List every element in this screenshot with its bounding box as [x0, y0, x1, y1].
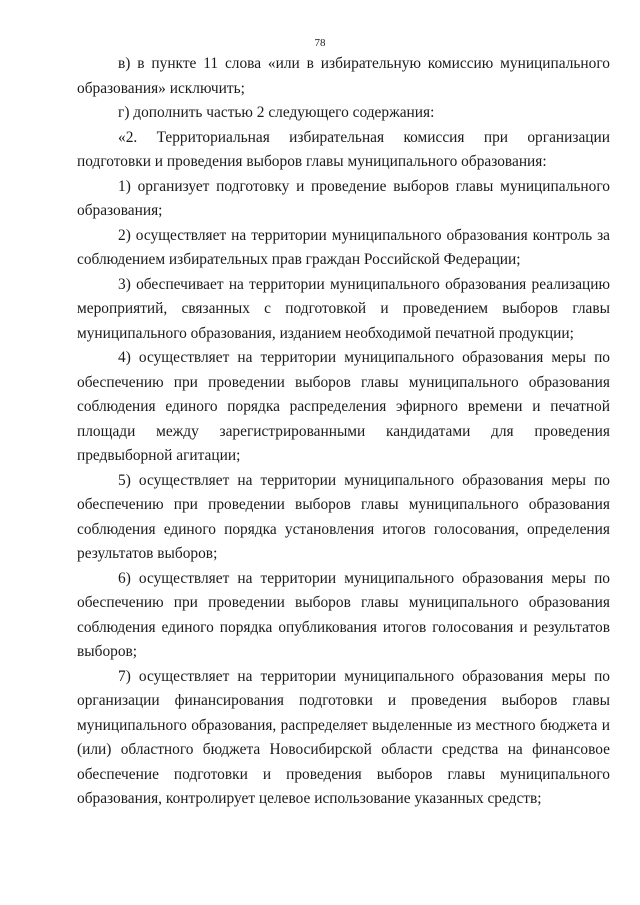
paragraph-part-2-intro: «2. Территориальная избирательная комиссия при организации подготовки и проведения выборов главы муниципального образования: [77, 128, 610, 170]
paragraph-item-6: 6) осуществляет на территории муниципального образования меры по обеспечению при проведении выборов главы муниципального образования соблюдения единого порядка опубликования итогов голосования и результатов выборов; [77, 569, 610, 660]
paragraph-item-3: 3) обеспечивает на территории муниципального образования реализацию мероприятий, связанных с подготовкой и проведением выборов главы муниципального образования, изданием необходимой печатной продукции; [77, 275, 610, 342]
paragraph-amendment-v: в) в пункте 11 слова «или в избирательную комиссию муниципального образования» исключить; [77, 55, 610, 97]
paragraph-item-4: 4) осуществляет на территории муниципального образования меры по обеспечению при проведении выборов главы муниципального образования соблюдения единого порядка распределения эфирного времени и печатной площади между зарегистрированными кандидатами для проведения предвыборной агитации; [77, 349, 610, 464]
paragraph-item-1: 1) организует подготовку и проведение выборов главы муниципального образования; [77, 177, 610, 219]
paragraph-item-5: 5) осуществляет на территории муниципального образования меры по обеспечению при проведении выборов главы муниципального образования соблюдения единого порядка установления итогов голосования, определения результатов выборов; [77, 471, 610, 562]
document-body [77, 52, 610, 812]
paragraph-item-2: 2) осуществляет на территории муниципального образования контроль за соблюдением избирательных прав граждан Российской Федерации; [77, 226, 610, 268]
page-number: 78 [314, 37, 326, 49]
paragraph-amendment-g: г) дополнить частью 2 следующего содержания: [118, 104, 435, 121]
paragraph-item-7: 7) осуществляет на территории муниципального образования меры по организации финансирования подготовки и проведения выборов главы муниципального образования, распределяет выделенные из местного бюджета и (или) областного бюджета Новосибирской области средства на финансовое обеспечение подготовки и проведения выборов главы муниципального образования, контролирует целевое использование указанных средств; [77, 667, 610, 807]
